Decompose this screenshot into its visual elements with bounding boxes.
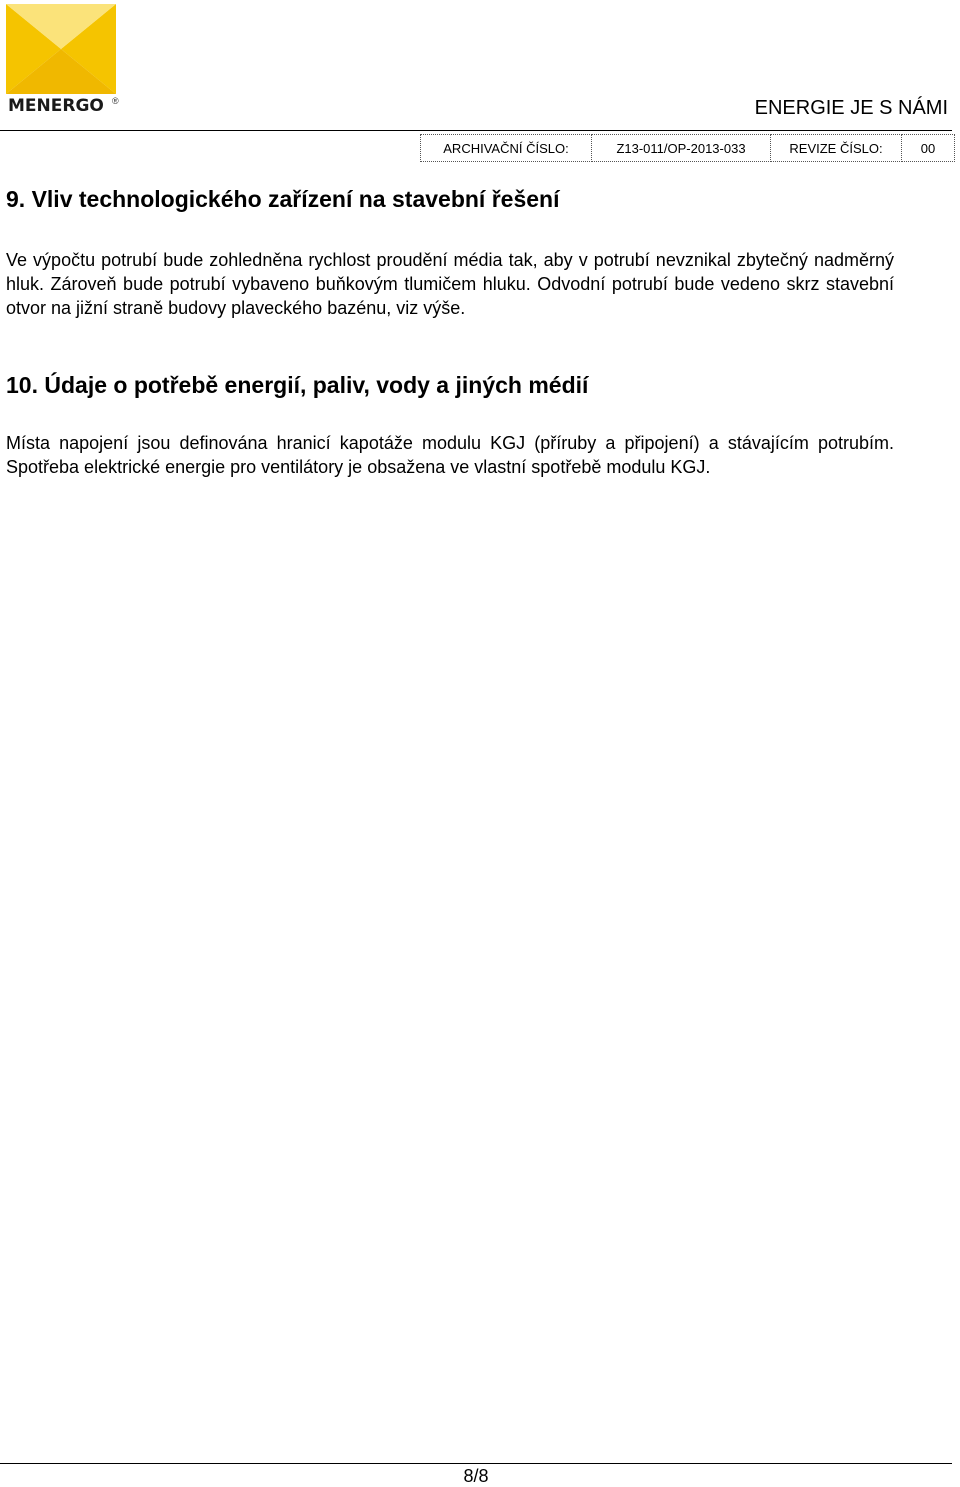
- archive-info-table: [420, 134, 955, 162]
- section-10-heading: 10. Údaje o potřebě energií, paliv, vody a jiných médií: [6, 372, 589, 398]
- logo-wordmark: MENERGO: [8, 96, 104, 116]
- header-divider: [0, 130, 952, 131]
- slogan: ENERGIE JE S NÁMI: [754, 97, 948, 119]
- archive-label: ARCHIVAČNÍ ČÍSLO:: [421, 135, 592, 162]
- section-9-heading: 9. Vliv technologického zařízení na stavební řešení: [6, 186, 560, 212]
- section-10-paragraph: Místa napojení jsou definována hranicí kapotáže modulu KGJ (příruby a připojení) a stávajícím potrubím. Spotřeba elektrické energie pro ventilátory je obsažena ve vlastní spotřebě modulu KGJ.: [6, 433, 894, 477]
- registered-mark: ®: [112, 96, 119, 106]
- page-number: 8/8: [463, 1466, 489, 1486]
- logo-mark: [6, 4, 116, 94]
- archive-number: Z13-011/OP-2013-033: [592, 135, 771, 162]
- footer-divider: [0, 1463, 952, 1464]
- revision-label: REVIZE ČÍSLO:: [771, 135, 902, 162]
- revision-number: 00: [902, 135, 955, 162]
- section-9-paragraph: Ve výpočtu potrubí bude zohledněna rychlost proudění média tak, aby v potrubí nevznikal zbytečný nadměrný hluk. Zároveň bude potrubí vybaveno buňkovým tlumičem hluku. Odvodní potrubí bude vedeno skrz stavební otvor na jižní straně budovy plaveckého bazénu, viz výše.: [6, 250, 894, 318]
